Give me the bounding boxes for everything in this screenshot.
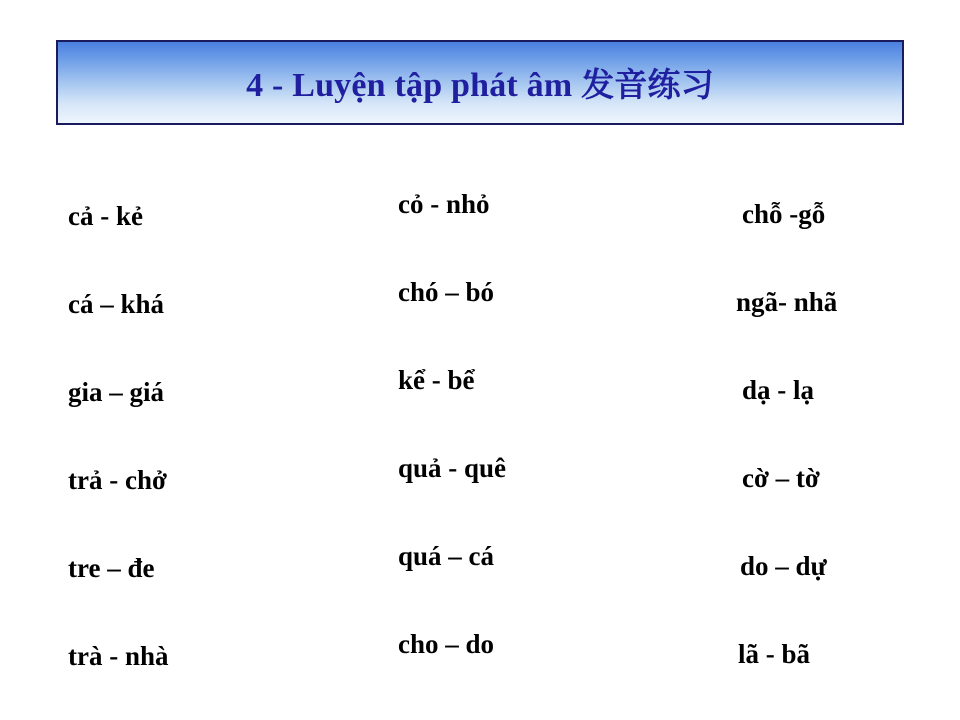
word-item: quá – cá [398, 541, 495, 571]
word-columns [0, 170, 960, 715]
page-title [246, 59, 714, 106]
title-banner [56, 40, 904, 125]
word-item: quả - quê [398, 453, 507, 483]
word-column-3 [720, 170, 960, 715]
word-item: chỗ -gỗ [742, 199, 826, 229]
word-item: lã - bã [738, 639, 811, 669]
word-item: chó – bó [398, 277, 495, 307]
word-item: tre – đe [68, 553, 155, 583]
word-item: cỏ - nhỏ [398, 189, 490, 219]
word-item: trà - nhà [68, 641, 169, 671]
word-item: cá – khá [68, 289, 165, 319]
word-column-1 [60, 170, 360, 715]
word-item: gia – giá [68, 377, 165, 407]
title-chinese: 发音练习 [581, 65, 714, 104]
word-item: cờ – tờ [742, 463, 820, 493]
word-item: trả - chở [68, 465, 167, 495]
word-column-2 [380, 170, 680, 715]
word-item: cho – do [398, 629, 495, 659]
word-item: ngã- nhã [736, 287, 838, 317]
title-vietnamese: 4 - Luyện tập phát âm [246, 67, 582, 104]
word-item: cả - kẻ [68, 201, 143, 231]
word-item: dạ - lạ [742, 375, 815, 405]
word-item: kể - bể [398, 365, 475, 395]
word-item: do – dự [740, 551, 827, 581]
